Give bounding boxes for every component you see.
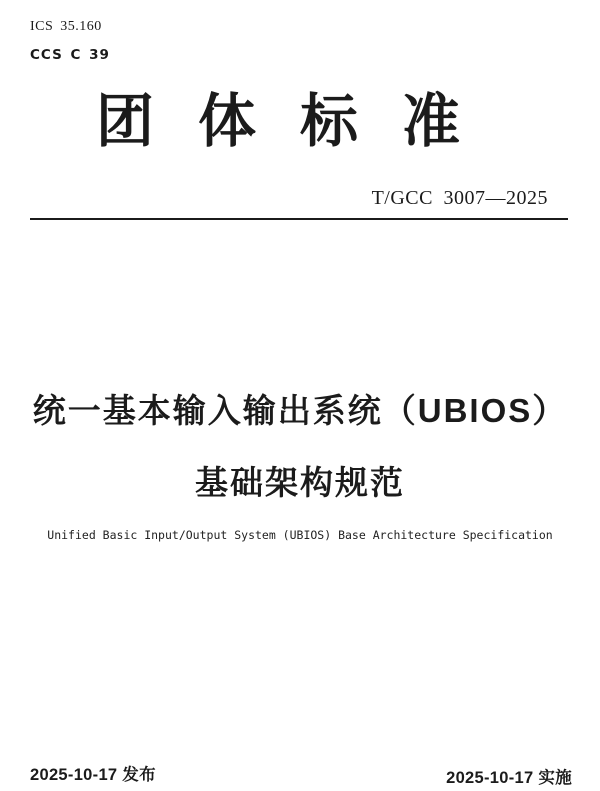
standard-number: T/GCC 3007—2025	[371, 187, 548, 209]
ccs-code: CCS C 39	[30, 47, 110, 63]
implement-date: 2025-10-17 实施	[446, 769, 572, 787]
header-divider	[30, 218, 568, 220]
title-chinese-line-1: 统一基本输入输出系统（UBIOS）	[32, 392, 568, 429]
issue-date: 2025-10-17 发布	[30, 766, 156, 784]
title-chinese-line-2: 基础架构规范	[195, 464, 405, 501]
ics-code: ICS 35.160	[30, 19, 102, 34]
title-english: Unified Basic Input/Output System (UBIOS) Base Architecture Specification	[47, 528, 553, 542]
document-type-title: 团体标准	[95, 89, 504, 154]
